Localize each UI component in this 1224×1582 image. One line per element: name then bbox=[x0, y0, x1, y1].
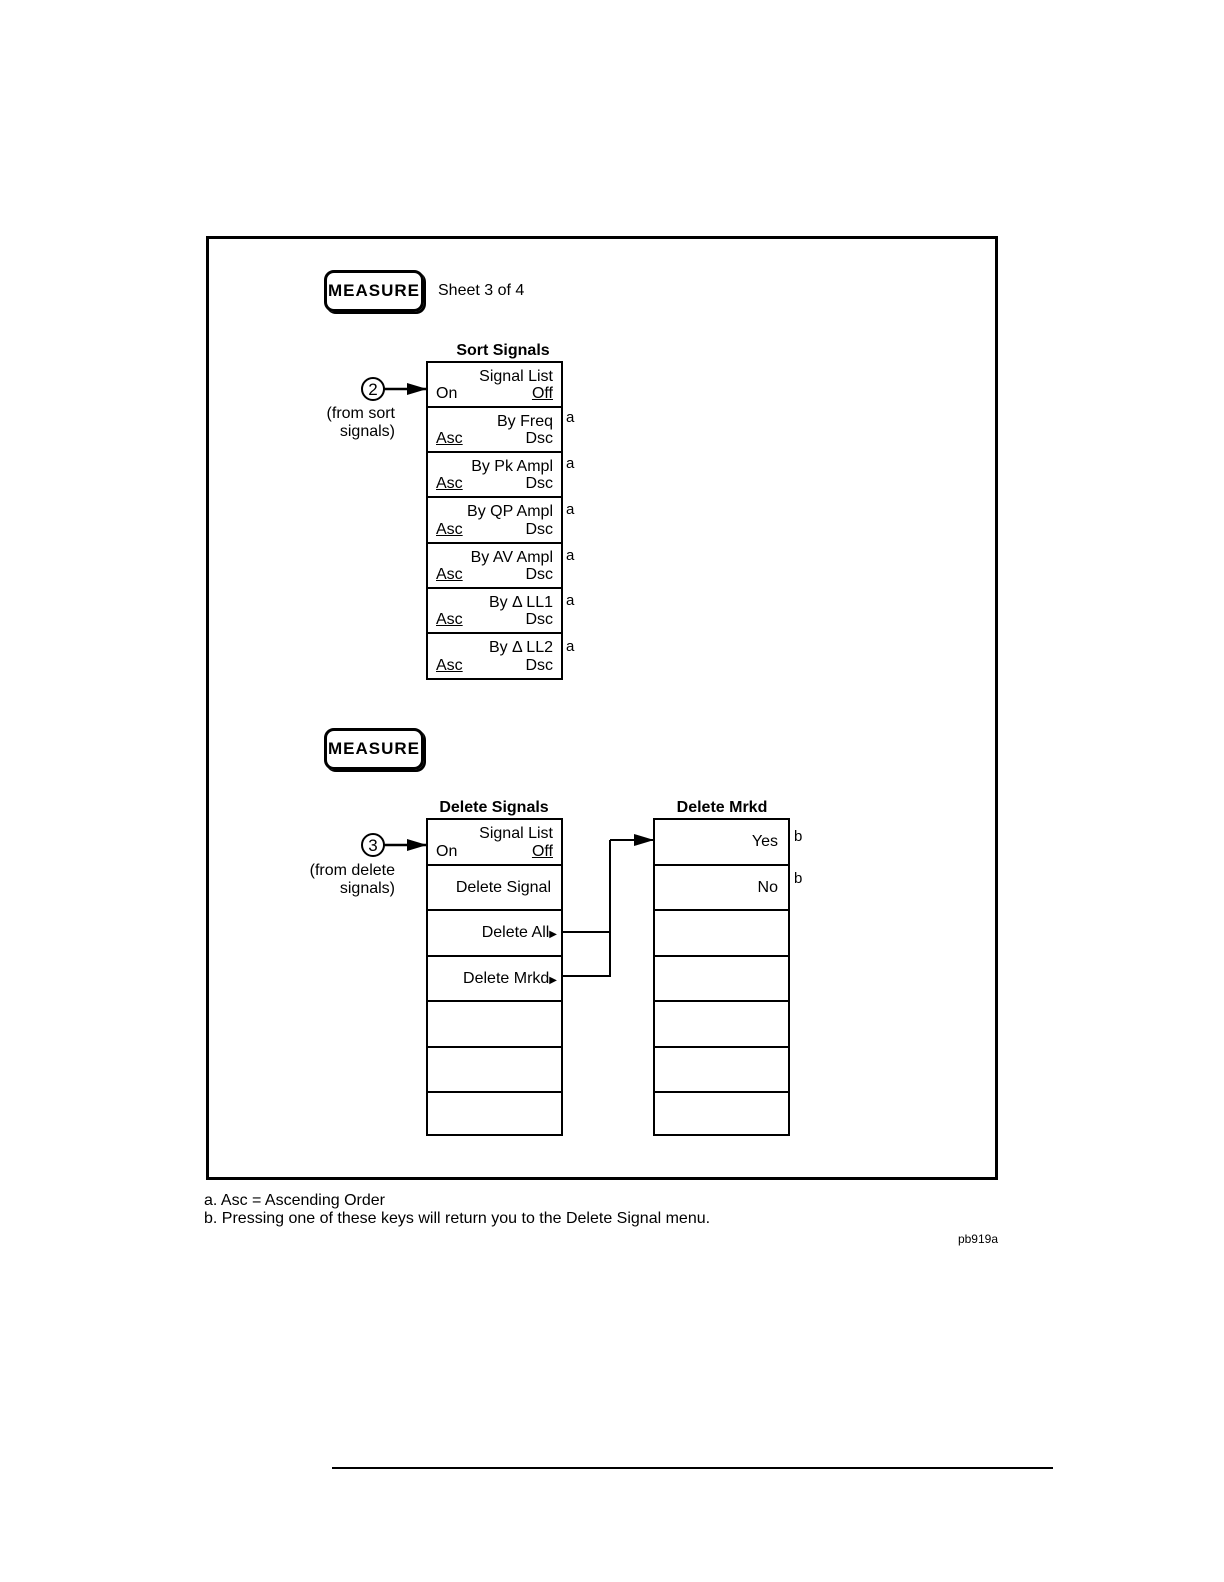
footnote-b: b. Pressing one of these keys will return you to the Delete Signal menu. bbox=[204, 1210, 711, 1227]
delete-all-connector bbox=[563, 840, 610, 932]
key-option-asc: Asc bbox=[436, 430, 463, 447]
delete-entry-note-line1: (from delete bbox=[309, 862, 395, 879]
key-option-dsc: Dsc bbox=[525, 611, 553, 628]
key-label: Yes bbox=[751, 833, 778, 850]
key-option-asc: Asc bbox=[436, 566, 463, 583]
footnote-marker-a: a bbox=[566, 547, 575, 564]
key-label: By QP Ampl bbox=[467, 503, 553, 520]
key-label: No bbox=[757, 878, 778, 896]
key-label: By Pk Ampl bbox=[471, 458, 553, 475]
entry-marker-3 bbox=[362, 834, 384, 856]
measure-hardkey-2[interactable]: MEASURE bbox=[324, 728, 424, 770]
key-option-asc: Asc bbox=[436, 521, 463, 538]
key-option-dsc: Dsc bbox=[525, 475, 553, 492]
key-option-asc: Asc bbox=[436, 475, 463, 492]
footnote-marker-a: a bbox=[566, 455, 575, 472]
key-option-asc: Asc bbox=[436, 657, 463, 674]
entry-number: 2 bbox=[368, 380, 378, 399]
key-label: By AV Ampl bbox=[470, 549, 553, 566]
delete-entry-note-line2: signals) bbox=[339, 880, 395, 897]
sort-entry-note-line1: (from sort bbox=[326, 405, 395, 422]
delete-all-label: Delete All bbox=[481, 924, 550, 941]
measure-hardkey[interactable]: MEASURE bbox=[324, 270, 424, 312]
key-option-dsc: Dsc bbox=[525, 430, 553, 447]
delete-mrkd-title: Delete Mrkd bbox=[676, 799, 768, 816]
footnote-marker-a: a bbox=[566, 592, 575, 609]
footnote-marker-b: b bbox=[794, 870, 803, 887]
key-label: By Δ LL2 bbox=[488, 639, 553, 656]
key-option-off: Off bbox=[531, 843, 553, 860]
delete-mrkd-connector bbox=[563, 932, 610, 976]
entry-marker-2 bbox=[362, 378, 384, 400]
key-label: By Freq bbox=[496, 413, 553, 430]
key-label: Signal List bbox=[479, 825, 553, 842]
key-option-dsc: Dsc bbox=[525, 657, 553, 674]
footnote-marker-a: a bbox=[566, 409, 575, 426]
submenu-arrow-icon: ▶ bbox=[549, 929, 557, 940]
key-option-asc: Asc bbox=[436, 611, 463, 628]
footnote-marker-b: b bbox=[794, 828, 803, 845]
delete-mrkd-label: Delete Mrkd bbox=[463, 969, 550, 987]
key-option-on: On bbox=[436, 843, 458, 860]
sheet-indicator: Sheet 3 of 4 bbox=[438, 282, 525, 299]
sort-entry-note-line2: signals) bbox=[339, 423, 395, 440]
key-option-dsc: Dsc bbox=[525, 566, 553, 583]
entry-number: 3 bbox=[368, 836, 378, 855]
footnote-a: a. Asc = Ascending Order bbox=[204, 1192, 385, 1209]
key-label: Signal List bbox=[479, 368, 553, 385]
page-footer-rule bbox=[332, 1467, 1053, 1469]
sort-signals-title: Sort Signals bbox=[456, 342, 550, 359]
key-label: By Δ LL1 bbox=[488, 594, 553, 611]
footnote-marker-a: a bbox=[566, 638, 575, 655]
delete-signals-title: Delete Signals bbox=[439, 799, 549, 816]
footnote-marker-a: a bbox=[566, 501, 575, 518]
key-label: Delete Signal bbox=[455, 878, 551, 896]
figure-code: pb919a bbox=[957, 1232, 998, 1246]
submenu-arrow-icon: ▶ bbox=[549, 974, 557, 986]
key-option-off: Off bbox=[531, 385, 553, 402]
key-option-dsc: Dsc bbox=[525, 521, 553, 538]
key-option-on: On bbox=[436, 385, 458, 402]
